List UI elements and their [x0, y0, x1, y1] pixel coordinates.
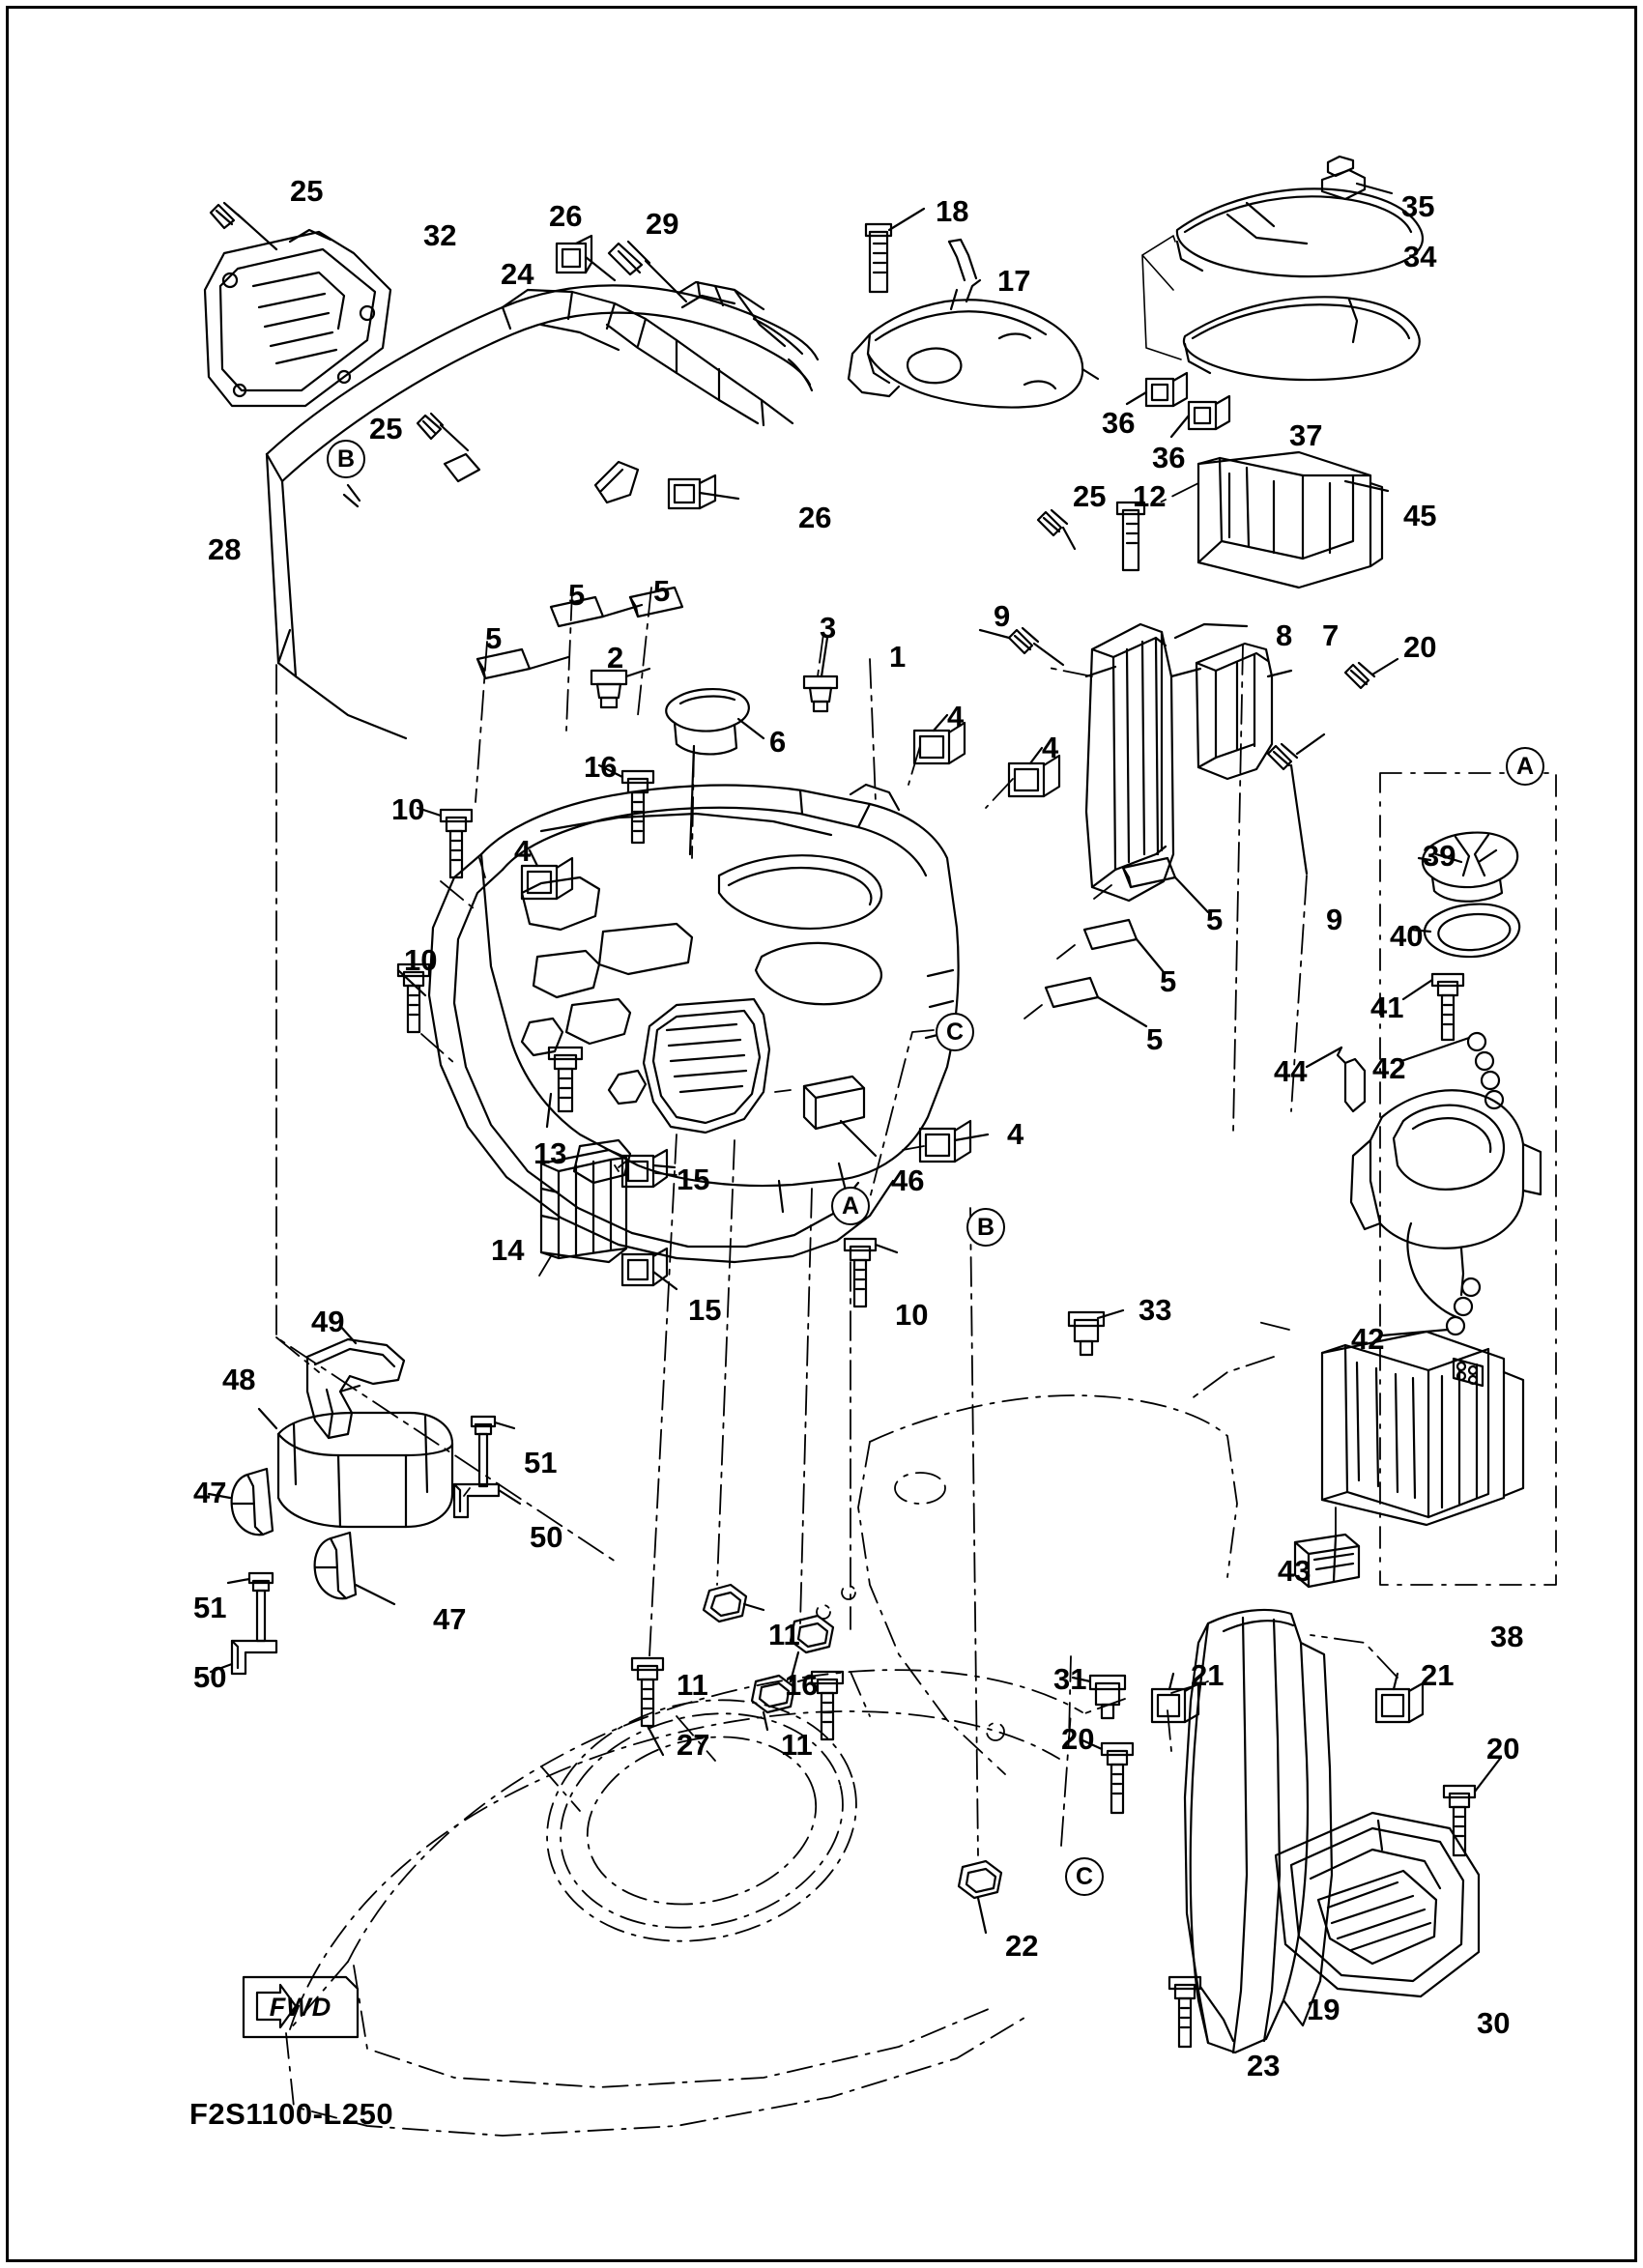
part-17-handlebar-cover: [849, 240, 1098, 408]
callout-number: 45: [1403, 499, 1437, 532]
callout-number: 29: [646, 207, 679, 241]
callout-number: 28: [208, 532, 242, 566]
callout-number: 10: [404, 943, 438, 977]
group-label-c: C: [936, 1013, 974, 1051]
part-34-cover: [1177, 188, 1423, 276]
callout-number: 5: [568, 578, 586, 612]
callout-number: 1: [889, 640, 907, 674]
part-11-nuts: [704, 1585, 833, 1730]
callout-number: 5: [1206, 903, 1224, 936]
callout-number: 41: [1370, 990, 1404, 1024]
callout-number: 11: [781, 1728, 813, 1762]
part-45-storage-bin: [1198, 452, 1388, 588]
callout-number: 24: [501, 257, 534, 291]
part-44-pin: [1307, 1048, 1365, 1111]
callout-number: 42: [1351, 1322, 1385, 1356]
callout-number: 42: [1372, 1051, 1406, 1085]
part-46-plate: [804, 1077, 876, 1156]
fwd-label: FWD: [269, 1992, 332, 2022]
callout-number: 6: [769, 725, 787, 759]
part-15-clips: [622, 1150, 677, 1289]
group-label-c: C: [1065, 1857, 1104, 1896]
part-20-bolts-lower: [1081, 1739, 1500, 1855]
part-20-screw-upper-right: [1345, 659, 1398, 688]
group-label-a: A: [1506, 747, 1544, 786]
part-32-vent-panel: [205, 230, 390, 406]
group-label-b: B: [327, 440, 365, 478]
part-35-knob: [1322, 157, 1392, 199]
callout-number: 22: [1005, 1929, 1039, 1963]
callout-number: 47: [193, 1476, 227, 1509]
part-10-bolts: [398, 808, 897, 1306]
part-51-screws: [228, 1417, 514, 1641]
callout-number: 27: [677, 1728, 710, 1762]
callout-number: 21: [1421, 1658, 1455, 1692]
hull-outline-phantom: [286, 1395, 1237, 2136]
part-37-hatch-lid: [1184, 297, 1420, 380]
callout-number: 8: [1276, 618, 1293, 652]
callout-number: 39: [1423, 839, 1456, 873]
fwd-direction-marker: [244, 1977, 358, 2037]
part-13-bolt: [547, 1048, 582, 1127]
part-49-hose-clamp: [307, 1326, 404, 1438]
part-48-damper: [259, 1409, 452, 1527]
callout-number: 36: [1102, 406, 1136, 440]
callout-number: 37: [1289, 418, 1323, 452]
part-22-nut: [959, 1861, 1001, 1933]
callout-number: 47: [433, 1602, 467, 1636]
group-label-a: A: [831, 1187, 870, 1225]
callout-number: 5: [485, 621, 503, 655]
callout-number: 44: [1274, 1054, 1308, 1088]
callout-number: 2: [607, 641, 624, 675]
callout-number: 20: [1061, 1722, 1095, 1756]
callout-number: 51: [193, 1591, 227, 1624]
callout-number: 16: [584, 750, 618, 784]
callout-number: 17: [997, 264, 1031, 298]
callout-number: 23: [1247, 2049, 1281, 2082]
callout-number: 7: [1322, 618, 1340, 652]
callout-number: 25: [1073, 479, 1107, 513]
part-7-side-panel: [1086, 624, 1291, 901]
callout-number: 31: [1053, 1662, 1087, 1696]
part-18-screw: [866, 209, 924, 292]
callout-number: 11: [768, 1618, 800, 1651]
callout-number: 15: [677, 1163, 710, 1196]
callout-number: 14: [491, 1233, 525, 1267]
callout-number: 32: [423, 218, 457, 252]
callout-number: 51: [524, 1446, 558, 1479]
part-40-gasket: [1411, 904, 1519, 957]
callout-number: 5: [1160, 964, 1177, 998]
part-36-clips: [1127, 373, 1229, 437]
callout-number: 34: [1403, 240, 1437, 273]
callout-number: 18: [936, 194, 969, 228]
callout-number: 4: [1007, 1117, 1024, 1151]
callout-number: 9: [994, 599, 1011, 633]
callout-number: 43: [1278, 1554, 1312, 1588]
callout-number: 49: [311, 1305, 345, 1338]
callout-number: 4: [514, 834, 532, 868]
callout-number: 10: [895, 1298, 929, 1332]
callout-number: 19: [1307, 1993, 1340, 2026]
group-label-b: B: [966, 1208, 1005, 1247]
callout-number: 13: [533, 1136, 567, 1170]
callout-number: 20: [1486, 1732, 1520, 1766]
callout-number: 16: [785, 1668, 819, 1702]
drawing-number: F2S1100-L250: [189, 2097, 394, 2131]
callout-number: 36: [1152, 441, 1186, 474]
callout-number: 5: [653, 574, 671, 608]
callout-number: 38: [1490, 1620, 1524, 1653]
part-5-clips: [477, 588, 1208, 1026]
callout-number: 21: [1191, 1658, 1225, 1692]
part-38-glovebox: [1322, 1332, 1523, 1525]
part-41-bolt: [1403, 974, 1463, 1040]
part-26-clips: [557, 236, 738, 508]
callout-number: 50: [193, 1660, 227, 1694]
callout-number: 15: [688, 1293, 722, 1327]
callout-number: 3: [820, 611, 837, 645]
part-9-screws: [980, 628, 1324, 874]
callout-number: 11: [677, 1668, 708, 1702]
callout-number: 30: [1477, 2006, 1511, 2040]
callout-number: 25: [290, 174, 324, 208]
callout-number: 33: [1139, 1293, 1172, 1327]
part-33-plug: [1069, 1310, 1123, 1355]
callout-number: 50: [530, 1520, 563, 1554]
callout-number: 4: [1042, 731, 1059, 764]
callout-number: 10: [391, 792, 425, 826]
part-50-clips: [211, 1484, 520, 1674]
part-24-upper-cowl-rail: [267, 282, 818, 738]
callout-number: 26: [798, 501, 832, 534]
part-6-cap: [666, 689, 764, 854]
callout-number: 5: [1146, 1022, 1164, 1056]
part-47-brackets: [209, 1469, 394, 1604]
callout-number: 48: [222, 1363, 256, 1396]
callout-number: 26: [549, 199, 583, 233]
callout-number: 46: [891, 1163, 925, 1197]
callout-number: 4: [947, 700, 965, 733]
callout-number: 35: [1401, 189, 1435, 223]
detail-group-a-dashed-box: [1380, 773, 1556, 1585]
callout-number: 20: [1403, 630, 1437, 664]
callout-number: 25: [369, 412, 403, 445]
callout-number: 9: [1326, 903, 1343, 936]
callout-number: 40: [1390, 919, 1424, 953]
callout-number: 12: [1133, 479, 1167, 513]
